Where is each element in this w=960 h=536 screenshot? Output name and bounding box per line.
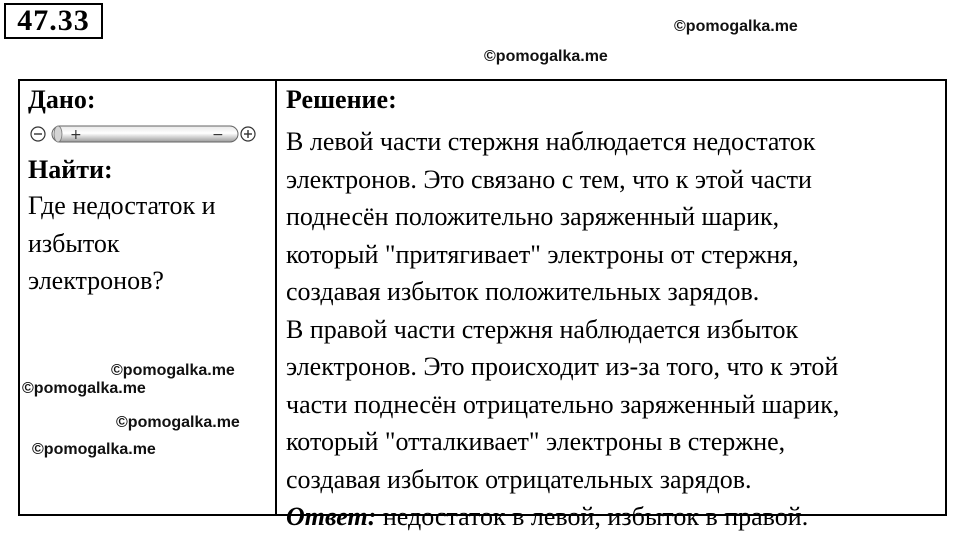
watermark: ©pomogalka.me	[111, 362, 235, 379]
solution-line: который "притягивает" электроны от стержня,	[286, 239, 799, 269]
question-line: Где недостаток и	[28, 191, 216, 220]
solution-line: электронов. Это связано с тем, что к этой части	[286, 164, 812, 194]
solution-line: создавая избыток положительных зарядов.	[286, 277, 760, 306]
solution-line: электронов. Это происходит из-за того, что к этой	[286, 352, 839, 381]
rod-right-sign: −	[212, 127, 224, 143]
solution-column	[286, 83, 946, 536]
solution-table	[18, 79, 947, 531]
watermark: ©pomogalka.me	[116, 414, 240, 431]
given-heading: Дано:	[28, 85, 96, 114]
positive-sphere-icon	[241, 127, 255, 141]
negative-sphere-icon	[31, 127, 45, 141]
answer-label: Ответ:	[286, 502, 377, 531]
solution-line: В левой части стержня наблюдается недостаток	[286, 127, 816, 156]
solution-line: который "отталкивает" электроны в стержне,	[286, 427, 786, 456]
column-divider	[275, 81, 277, 514]
given-column	[28, 83, 268, 300]
charged-rod-figure	[28, 121, 268, 147]
watermark: ©pomogalka.me	[32, 441, 156, 458]
question-line: электронов?	[28, 266, 164, 295]
answer-text: недостаток в левой, избыток в правой.	[376, 502, 809, 531]
solution-line: поднесён положительно заряженный шарик,	[286, 202, 780, 231]
solution-line: части поднесён отрицательно заряженный шарик,	[286, 389, 840, 419]
answer-line	[286, 498, 946, 536]
find-heading: Найти:	[28, 155, 113, 184]
problem-number: 47.33	[4, 3, 103, 39]
rod-left-sign: +	[70, 127, 82, 143]
solution-line: создавая избыток отрицательных зарядов.	[286, 464, 752, 494]
question-line: избыток	[28, 228, 120, 258]
solution-heading: Решение:	[286, 85, 397, 114]
solution-line: В правой части стержня наблюдается избыток	[286, 314, 799, 344]
watermark: ©pomogalka.me	[22, 380, 146, 397]
watermark: ©pomogalka.me	[484, 48, 608, 65]
watermark: ©pomogalka.me	[674, 18, 798, 35]
